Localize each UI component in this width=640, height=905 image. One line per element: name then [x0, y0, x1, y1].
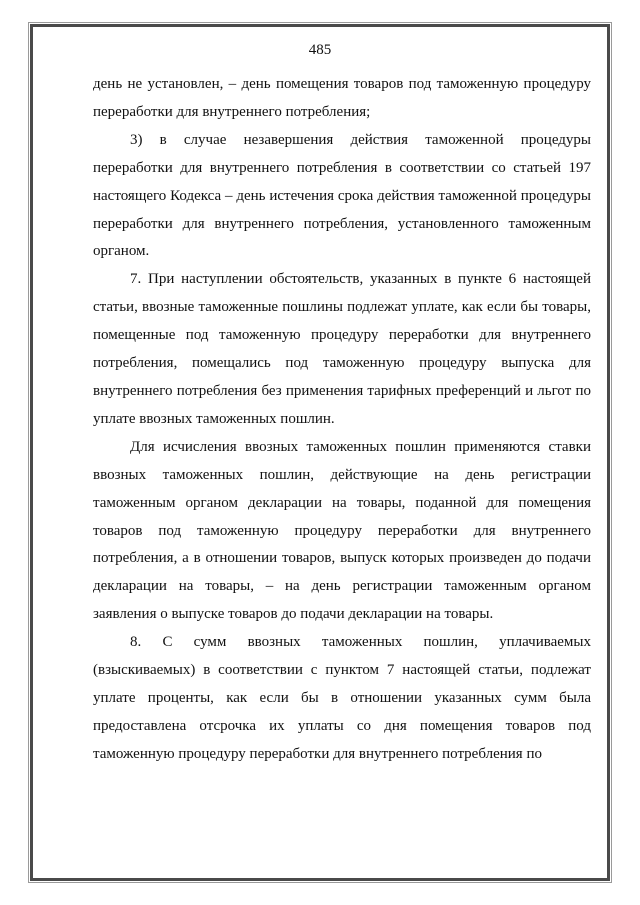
paragraph-clause-8: 8. С сумм ввозных таможенных пошлин, уплачиваемых (взыскиваемых) в соответствии с пунктом 7 настоящей статьи, подлежат уплате проценты, как если бы в отношении указанных сумм была предоставлена отсрочка их уплаты со дня помещения товаров под таможенную процедуру переработки для внутреннего потребления по [93, 634, 591, 762]
paragraph-item-3: 3) в случае незавершения действия таможенной процедуры переработки для внутреннего потребления в соответствии со статьей 197 настоящего Кодекса – день истечения срока действия таможенной процедуры переработки для внутреннего потребления, установленного таможенным органом. [93, 131, 591, 260]
page-frame [30, 24, 610, 881]
document-body [93, 71, 591, 769]
paragraph-clause-7: 7. При наступлении обстоятельств, указанных в пункте 6 настоящей статьи, ввозные таможенные пошлины подлежат уплате, как если бы товары, помещенные под таможенную процедуру переработки для внутреннего потребления, помещались под таможенную процедуру выпуска для внутреннего потребления без применения тарифных преференций и льгот по уплате ввозных таможенных пошлин. [93, 271, 591, 427]
page-number: 485 [308, 42, 332, 58]
paragraph-continuation: день не установлен, – день помещения товаров под таможенную процедуру переработки для внутреннего потребления; [93, 76, 591, 120]
paragraph-duty-rates: Для исчисления ввозных таможенных пошлин применяются ставки ввозных таможенных пошлин, действующие на день регистрации таможенным органом декларации на товары, поданной для помещения товаров под таможенную процедуру переработки для внутреннего потребления, а в отношении товаров, выпуск которых произведен до подачи декларации на товары, – на день регистрации таможенным органом заявления о выпуске товаров до подачи декларации на товары. [93, 438, 591, 623]
